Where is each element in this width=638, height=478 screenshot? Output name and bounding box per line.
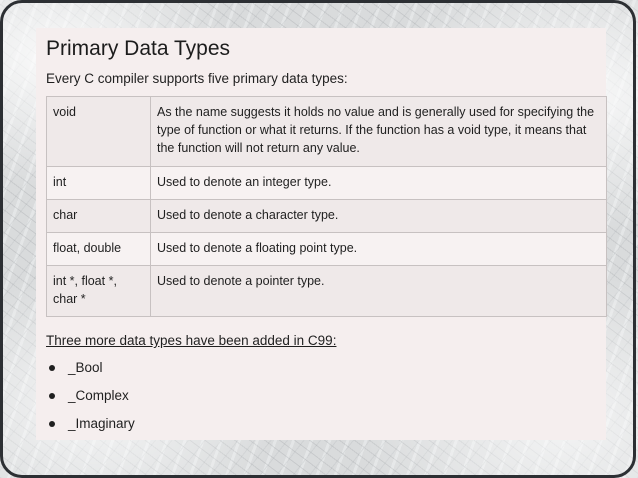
list-item-label: _Bool	[68, 360, 103, 375]
table-row	[47, 233, 607, 266]
list-item-label: _Complex	[68, 388, 129, 403]
table-row	[47, 97, 607, 167]
type-cell: int	[47, 167, 151, 200]
table-row	[47, 167, 607, 200]
intro-text: Every C compiler supports five primary data types:	[46, 71, 348, 86]
description-cell: Used to denote a character type.	[151, 200, 607, 233]
c99-heading: Three more data types have been added in C99:	[46, 333, 337, 348]
description-cell: Used to denote an integer type.	[151, 167, 607, 200]
type-cell: void	[47, 97, 151, 167]
bullet-icon	[49, 365, 55, 371]
description-cell: As the name suggests it holds no value and is generally used for specifying the type of function or what it returns. If the function has a void type, it means that the function will not return any value.	[151, 97, 607, 167]
description-cell: Used to denote a floating point type.	[151, 233, 607, 266]
type-cell: int *, float *, char *	[47, 266, 151, 317]
type-cell: float, double	[47, 233, 151, 266]
list-item	[46, 387, 596, 415]
c99-types-list	[46, 359, 596, 443]
list-item-label: _Imaginary	[68, 416, 135, 431]
list-item	[46, 359, 596, 387]
data-types-table	[46, 96, 607, 317]
description-cell: Used to denote a pointer type.	[151, 266, 607, 317]
bullet-icon	[49, 421, 55, 427]
bullet-icon	[49, 393, 55, 399]
table-row	[47, 266, 607, 317]
type-cell: char	[47, 200, 151, 233]
content-panel	[36, 28, 606, 440]
list-item	[46, 415, 596, 443]
page-title: Primary Data Types	[46, 37, 231, 60]
table-row	[47, 200, 607, 233]
